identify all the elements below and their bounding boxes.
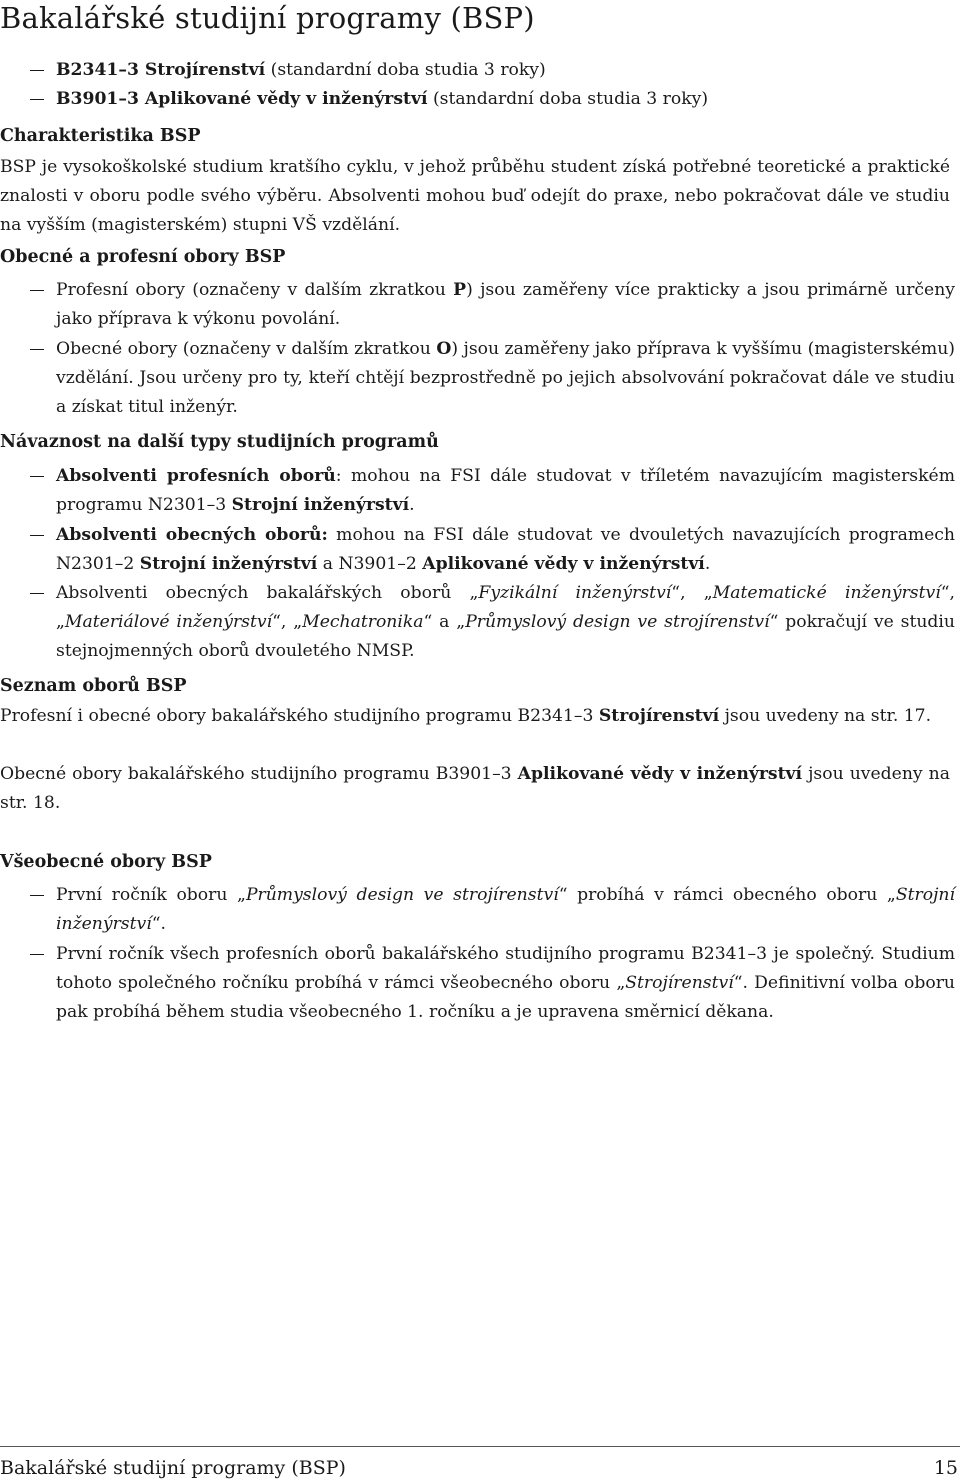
footer-title: Bakalářské studijní programy (BSP) [0,1457,346,1479]
item-text: “ a „ [423,612,466,632]
para-text: jsou uvedeny na str. 17. [719,706,932,726]
section-heading-continuation: Návaznost na další typy studijních programů [0,432,439,452]
abbreviation-p: P [453,280,467,300]
item-bold: Absolventi profesních oborů [56,466,336,486]
item-text: První ročník všech profesních oborů bakalářského studijního programu B2341–3 je společný. Studium tohoto společného ročníku probíhá v rámci všeobecného oboru „ [56,944,955,993]
item-text: “, „ [272,612,303,632]
continuation-item [0,521,955,579]
field-name: Strojní inženýrství [56,885,955,934]
abbreviation-o: O [436,339,452,359]
item-bold: Strojní inženýrství [139,554,318,574]
page-number: 15 [933,1457,958,1479]
item-text: První ročník oboru „ [56,885,246,905]
section-heading-characteristics: Charakteristika BSP [0,126,201,146]
field-name: Průmyslový design ve strojírenství [245,885,559,905]
item-text: : mohou na FSI dále studovat v tříletém navazujícím magisterském programu N2301–3 [56,466,955,515]
characteristics-text: BSP je vysokoškolské studium kratšího cyklu, v jehož průběhu student získá potřebné teoretické a praktické znalosti v oboru podle svého výběru. Absolventi mohou buď odejít do praxe, nebo pokračovat dále ve studiu na vyšším (magisterském) stupni VŠ vzdělání. [0,157,950,235]
field-name: Matematické inženýrství [712,583,941,603]
program-name: Aplikované vědy v inženýrství [517,764,803,784]
general-field-item [0,881,955,939]
item-text: Profesní obory (označeny v dalším zkratkou [56,280,454,300]
item-text: ) jsou zaměřeny jako příprava k vyššímu (magisterskému) vzdělání. Jsou určeny pro ty, kteří chtějí bezprostředně po jejich absolvování pokračovat dále ve studiu a získat titul inženýr. [56,339,955,417]
item-bold: Aplikované vědy v inženýrství [422,554,705,574]
item-text: “, „ [56,583,955,632]
footer-divider [0,1446,960,1447]
fields-type-item [0,335,955,422]
field-name: Strojírenství [625,973,734,993]
item-text: mohou na FSI dále studovat ve dvouletých navazujících programech N2301–2 [56,525,955,574]
section-heading-general-fields: Všeobecné obory BSP [0,852,212,872]
general-field-item [0,940,955,1027]
page-title: Bakalářské studijní programy (BSP) [0,1,535,35]
item-text: ) jsou zaměřeny více prakticky a jsou primárně určeny jako příprava k výkonu povolání. [56,280,956,329]
program-code-name: B2341–3 Strojírenství [56,60,266,80]
item-bold: Absolventi obecných oborů: [56,525,328,545]
list-paragraph [0,702,950,731]
program-item [0,85,955,114]
item-text: a N3901–2 [317,554,423,574]
program-item [0,56,955,85]
field-name: Mechatronika [302,612,424,632]
para-text: Profesní i obecné obory bakalářského studijního programu B2341–3 [0,706,599,726]
list-paragraph [0,760,950,818]
field-name: Materiálové inženýrství [64,612,273,632]
item-bold: Strojní inženýrství [231,495,410,515]
item-text: “ probíhá v rámci obecného oboru „ [558,885,896,905]
program-note: (standardní doba studia 3 roky) [432,89,709,109]
continuation-item [0,462,955,520]
continuation-item [0,579,955,666]
item-text: . [704,554,711,574]
program-name: Strojírenství [598,706,720,726]
para-text: jsou uvedeny na str. 18. [0,764,950,813]
para-text: Obecné obory bakalářského studijního programu B3901–3 [0,764,518,784]
program-note: (standardní doba studia 3 roky) [270,60,546,80]
section-heading-fields-types: Obecné a profesní obory BSP [0,247,286,267]
field-name: Fyzikální inženýrství [478,583,672,603]
field-name: Průmyslový design ve strojírenství [465,612,770,632]
item-text: Obecné obory (označeny v dalším zkratkou [56,339,437,359]
item-text: “, „ [671,583,713,603]
item-text: . [409,495,415,515]
section-heading-list: Seznam oborů BSP [0,676,187,696]
program-code-name: B3901–3 Aplikované vědy v inženýrství [56,89,428,109]
item-text: “. Definitivní volba oboru pak probíhá během studia všeobecného 1. ročníku a je upravena směrnicí děkana. [56,973,955,1022]
item-text: “. [151,914,166,934]
item-text: Absolventi obecných bakalářských oborů „ [56,583,479,603]
fields-type-item [0,276,955,334]
item-text: “ pokračují ve studiu stejnojmenných oborů dvouletého NMSP. [56,612,955,661]
